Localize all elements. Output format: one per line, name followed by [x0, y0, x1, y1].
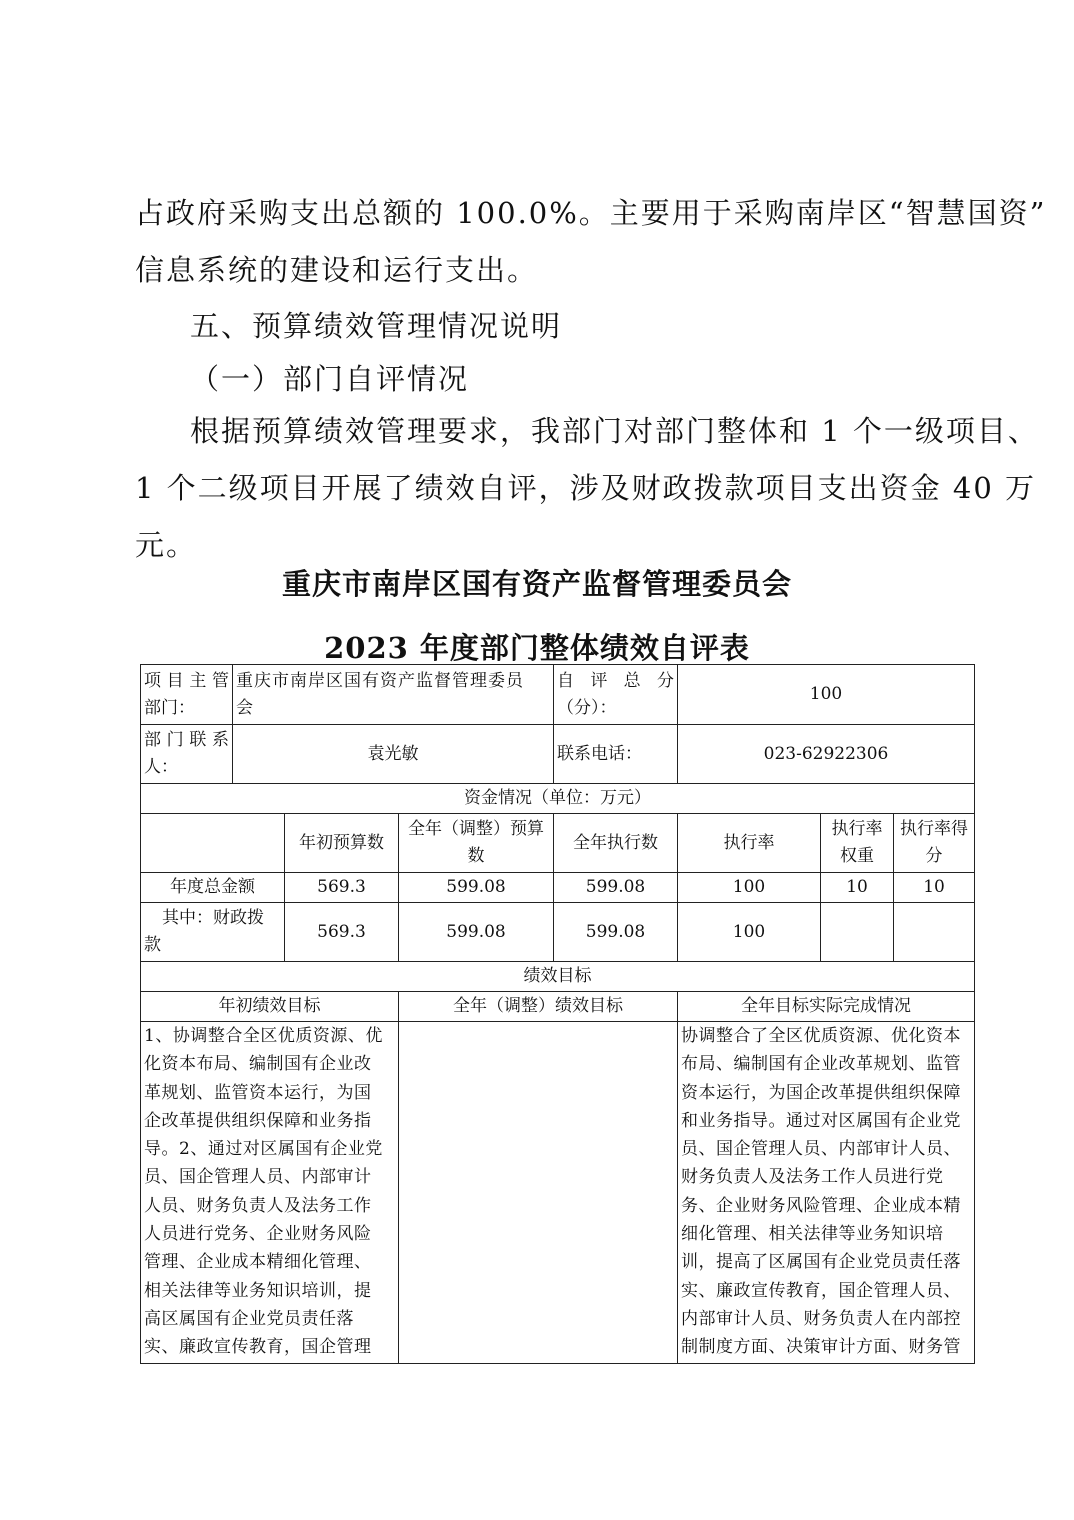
section-heading: 五、预算绩效管理情况说明 [190, 309, 563, 343]
body-line-1: 根据预算绩效管理要求，我部门对部门整体和 1 个一级项目、 [190, 414, 1039, 448]
total-executed: 599.08 [554, 873, 678, 903]
goal-actual-line: 财务负责人及法务工作人员进行党 [681, 1167, 944, 1188]
fiscal-label-b: 款 [144, 935, 161, 955]
col-score-b: 分 [925, 846, 943, 866]
score-label-b: （分）： [557, 697, 617, 718]
score-label-cell [554, 665, 678, 725]
dept-label-cell [141, 665, 233, 725]
goal-actual-line: 协调整合了全区优质资源、优化资本 [681, 1026, 962, 1046]
intro-line-2: 信息系统的建设和运行支出。 [135, 253, 539, 287]
fiscal-score [894, 903, 975, 962]
sub-heading: （一）部门自评情况 [190, 362, 470, 396]
col-adjusted-budget-a: 全年（调整）预算 [408, 819, 544, 839]
dept-value-a: 重庆市南岸区国有资产监督管理委员 [236, 670, 524, 691]
fiscal-rate: 100 [678, 903, 821, 962]
table-row [141, 665, 975, 725]
fiscal-adjusted: 599.08 [399, 903, 554, 962]
total-label: 年度总金额 [141, 873, 285, 903]
fiscal-executed: 599.08 [554, 903, 678, 962]
fiscal-label-a: 其中：财政拨 [162, 908, 264, 928]
total-adjusted: 599.08 [399, 873, 554, 903]
goal-initial-line: 相关法律等业务知识培训，提 [144, 1280, 372, 1301]
score-value: 100 [678, 665, 975, 725]
goal-actual-line: 和业务指导。通过对区属国有企业党 [681, 1110, 962, 1131]
col-adjusted-budget-b: 数 [467, 846, 485, 866]
goals-header: 绩效目标 [141, 962, 975, 992]
goal-initial-line: 员、国企管理人员、内部审计 [144, 1167, 372, 1188]
intro-line-1: 占政府采购支出总额的 100.0%。主要用于采购南岸区“智慧国资” [135, 196, 1047, 230]
table-row [141, 1022, 975, 1364]
col-adjusted-budget [399, 814, 554, 873]
col-weight-b: 权重 [840, 846, 875, 866]
fiscal-initial: 569.3 [285, 903, 399, 962]
goal-initial-line: 人员、财务负责人及法务工作 [144, 1195, 372, 1216]
col-weight [821, 814, 894, 873]
col-initial-budget: 年初预算数 [285, 814, 399, 873]
table-row [141, 962, 975, 992]
goal-initial-line: 实、廉政宣传教育，国企管理 [144, 1337, 372, 1358]
body-paragraph [135, 403, 1039, 574]
table-row [141, 992, 975, 1022]
table-row [141, 784, 975, 814]
table-row [141, 814, 975, 873]
goal-col-adjusted: 全年（调整）绩效目标 [399, 992, 678, 1022]
goal-adjusted-text [399, 1022, 678, 1364]
funds-corner-cell [141, 814, 285, 873]
goal-initial-text [141, 1022, 399, 1364]
goal-actual-line: 资本运行，为国企改革提供组织保障 [681, 1082, 962, 1103]
contact-label-cell [141, 725, 233, 784]
goal-actual-text [678, 1022, 975, 1364]
fiscal-label-cell [141, 903, 285, 962]
goal-initial-line: 化资本布局、编制国有企业改 [144, 1054, 372, 1075]
performance-table [140, 664, 975, 1364]
dept-label-b: 部门： [144, 697, 195, 718]
phone-label: 联系电话： [554, 725, 678, 784]
goal-actual-line: 员、国企管理人员、内部审计人员、 [681, 1139, 962, 1160]
table-title-line-1: 重庆市南岸区国有资产监督管理委员会 [281, 567, 792, 601]
goal-initial-line: 革规划、监管资本运行，为国 [144, 1082, 372, 1103]
goal-actual-line: 细化管理、相关法律等业务知识培 [681, 1224, 944, 1245]
goal-initial-line: 管理、企业成本精细化管理、 [144, 1252, 372, 1273]
goal-col-initial: 年初绩效目标 [141, 992, 399, 1022]
goal-actual-line: 实、廉政宣传教育，国企管理人员、 [681, 1280, 962, 1301]
goal-initial-line: 导。2、通过对区属国有企业党 [144, 1139, 383, 1160]
goal-initial-line: 企改革提供组织保障和业务指 [144, 1110, 372, 1131]
intro-paragraph [135, 185, 1047, 299]
total-score: 10 [894, 873, 975, 903]
goal-initial-line: 1、协调整合全区优质资源、优 [144, 1026, 383, 1046]
contact-label-a: 部 门 联 系 [144, 730, 229, 750]
col-score [894, 814, 975, 873]
goal-col-actual: 全年目标实际完成情况 [678, 992, 975, 1022]
body-line-2: 1 个二级项目开展了绩效自评，涉及财政拨款项目支出资金 40 万 [135, 471, 1037, 505]
table-row [141, 725, 975, 784]
phone-value: 023-62922306 [678, 725, 975, 784]
goal-actual-line: 布局、编制国有企业改革规划、监管 [681, 1054, 962, 1075]
col-rate: 执行率 [678, 814, 821, 873]
table-row [141, 903, 975, 962]
goal-actual-line: 务、企业财务风险管理、企业成本精 [681, 1195, 962, 1216]
funds-header: 资金情况（单位：万元） [141, 784, 975, 814]
total-initial: 569.3 [285, 873, 399, 903]
body-line-3: 元。 [135, 528, 198, 562]
dept-label-a: 项 目 主 管 [144, 670, 229, 691]
dept-value-b: 会 [236, 697, 253, 718]
goal-initial-line: 人员进行党务、企业财务风险 [144, 1224, 372, 1245]
goal-actual-line: 训，提高了区属国有企业党员责任落 [681, 1252, 962, 1273]
table-title-line-2: 2023 年度部门整体绩效自评表 [324, 631, 750, 665]
total-weight: 10 [821, 873, 894, 903]
contact-value: 袁光敏 [233, 725, 554, 784]
score-label-a: 自 评 总 分 [557, 670, 675, 691]
goal-initial-line: 高区属国有企业党员责任落 [144, 1308, 354, 1329]
table-row [141, 873, 975, 903]
goal-actual-line: 制制度方面、决策审计方面、财务管 [681, 1337, 962, 1358]
fiscal-weight [821, 903, 894, 962]
contact-label-b: 人： [144, 757, 178, 777]
col-weight-a: 执行率 [831, 819, 883, 839]
dept-value-cell [233, 665, 554, 725]
goal-actual-line: 内部审计人员、财务负责人在内部控 [681, 1308, 962, 1329]
col-executed: 全年执行数 [554, 814, 678, 873]
col-score-a: 执行率得 [900, 819, 969, 839]
total-rate: 100 [678, 873, 821, 903]
